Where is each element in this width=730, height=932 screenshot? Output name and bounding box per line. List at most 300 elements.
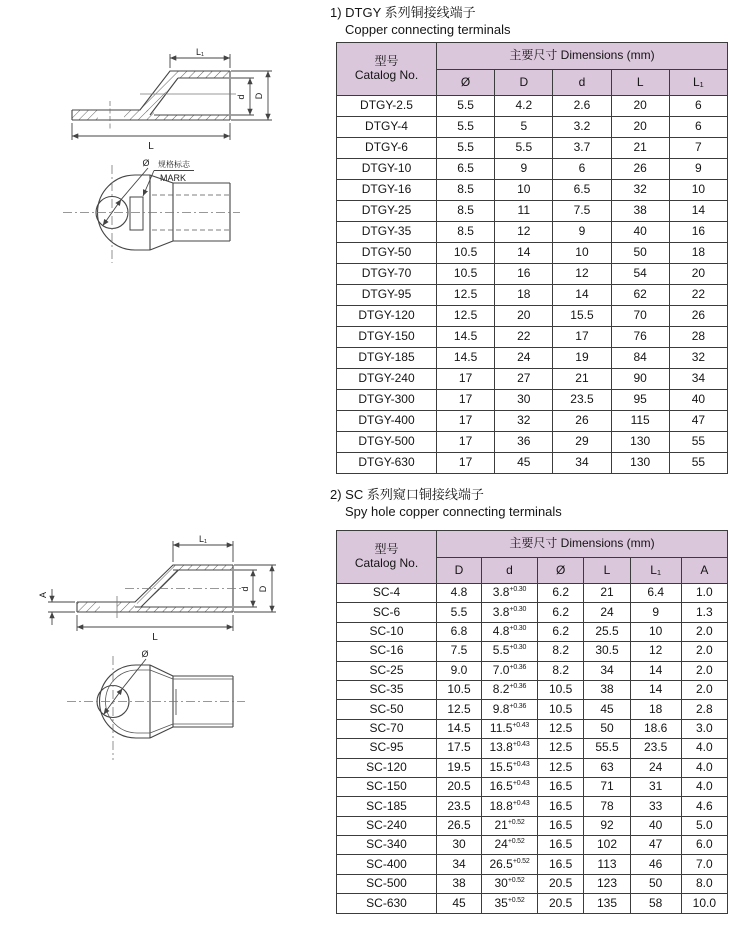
dim-value-cell: 16.5 [538,855,584,874]
dim-value-cell: 12 [630,642,681,661]
table-row [337,836,728,855]
barrel-bottom-wall-hatch [154,115,229,120]
dim-value-cell: 46 [630,855,681,874]
dim-value-cell: 78 [584,797,630,816]
table-row [337,348,728,369]
dim-value-cell: 1.0 [681,584,727,603]
dim-value-cell: 17 [437,390,495,411]
dim-value-cell: 23.5 [630,739,681,758]
dim-value-cell: 130 [611,453,669,474]
table-row [337,306,728,327]
table-row [337,285,728,306]
dim-value-cell: 22 [495,327,553,348]
dim-value-cell: $5.5^{+0.30}$ [482,642,538,661]
table-row [337,180,728,201]
dim-column-header: L [584,558,630,584]
dim-value-cell: 26.5 [437,816,482,835]
dim-value-cell: 20 [495,306,553,327]
catalog-no-cell: DTGY-400 [337,411,437,432]
section2-title-zh: 2) SC 系列窥口铜接线端子 [330,487,484,502]
dim-L [77,615,233,631]
dim-value-cell: 10.5 [437,243,495,264]
dim-value-cell: 102 [584,836,630,855]
catalog-no-cell: SC-10 [337,622,437,641]
tongue-hatch-left [72,110,98,120]
tolerance-sup: +0.36 [509,683,527,691]
catalog-no-header-zh: 型号 [374,542,399,557]
sc-header-row1 [337,531,728,558]
dim-value-cell: 26 [611,159,669,180]
dim-value-cell: 14.5 [437,327,495,348]
dim-value-cell: 135 [584,894,630,913]
dim-value-cell: 16 [495,264,553,285]
dim-value-cell: 19.5 [437,758,482,777]
dtgy-top-view-drawing [40,155,330,285]
table-row [337,222,728,243]
tolerance-sup: +0.30 [509,605,527,613]
table-row [337,390,728,411]
table-row [337,797,728,816]
tolerance-sup: +0.52 [507,896,525,904]
dim-value-cell: 16.5 [538,836,584,855]
dim-value-cell: 10.5 [437,264,495,285]
dtgy-side-section-drawing [40,48,330,168]
dim-value-cell: 23.5 [553,390,611,411]
tolerance-sup: +0.36 [509,663,527,671]
dia-leader [104,659,146,715]
dim-value-cell: 3.0 [681,719,727,738]
dim-value-cell: $24^{+0.52}$ [482,836,538,855]
dim-value-cell: 95 [611,390,669,411]
dim-value-cell: 5.5 [437,138,495,159]
dim-column-header: Ø [538,558,584,584]
dim-value-cell: 40 [611,222,669,243]
dim-value-cell: 55 [669,432,727,453]
tolerance-sup: +0.52 [507,838,525,846]
dim-value-cell: 16.5 [538,797,584,816]
dim-value-cell: 30 [437,836,482,855]
tolerance-sup: +0.43 [512,760,530,768]
table-row [337,816,728,835]
dim-label-d: d [236,94,246,100]
dim-value-cell: 12 [495,222,553,243]
catalog-no-cell: DTGY-2.5 [337,96,437,117]
dim-label-A: A [38,591,48,599]
catalog-no-cell: SC-150 [337,777,437,796]
table-row [337,411,728,432]
dim-value-cell: 20 [611,117,669,138]
dim-value-cell: 12.5 [437,285,495,306]
dim-value-cell: 4.2 [495,96,553,117]
dim-value-cell: 6 [553,159,611,180]
dim-value-cell: 45 [437,894,482,913]
dim-value-cell: 17 [437,453,495,474]
catalog-no-cell: DTGY-500 [337,432,437,453]
dim-value-cell: 34 [669,369,727,390]
dim-value-cell: 5.5 [437,117,495,138]
dim-value-cell: 14 [630,661,681,680]
table-row [337,117,728,138]
catalog-no-cell: DTGY-185 [337,348,437,369]
dimensions-header: 主要尺寸 Dimensions (mm) [437,531,728,558]
dim-value-cell: 16.5 [538,777,584,796]
table-row [337,874,728,893]
catalog-no-cell: SC-120 [337,758,437,777]
dim-value-cell: 92 [584,816,630,835]
dim-value-cell: $21^{+0.52}$ [482,816,538,835]
catalog-no-cell: SC-400 [337,855,437,874]
dim-value-cell: 45 [495,453,553,474]
dim-value-cell: 6.2 [538,603,584,622]
tongue-hatch-left [77,602,100,612]
dim-label-dia: Ø [142,158,150,168]
dim-value-cell: 6.8 [437,622,482,641]
dim-value-cell: 30 [495,390,553,411]
sc-top-view-drawing [40,648,330,783]
dim-value-cell: 130 [611,432,669,453]
dim-column-header: L₁ [630,558,681,584]
dim-value-cell: $8.2^{+0.36}$ [482,680,538,699]
table-row [337,739,728,758]
dimensions-header: 主要尺寸 Dimensions (mm) [437,43,728,70]
dim-value-cell: 22 [669,285,727,306]
dim-value-cell: 6.5 [553,180,611,201]
dim-value-cell: 20 [611,96,669,117]
table-row [337,661,728,680]
dim-value-cell: 9.0 [437,661,482,680]
catalog-no-cell: SC-6 [337,603,437,622]
tolerance-sup: +0.30 [509,586,527,594]
dim-value-cell: 2.0 [681,622,727,641]
table-row [337,603,728,622]
dim-column-header: D [495,70,553,96]
dim-column-header: A [681,558,727,584]
tolerance-sup: +0.43 [512,799,530,807]
dim-value-cell: 14.5 [437,719,482,738]
table-row [337,680,728,699]
dim-value-cell: 47 [669,411,727,432]
dim-value-cell: 3.2 [553,117,611,138]
dim-value-cell: 40 [669,390,727,411]
dim-value-cell: 8.2 [538,642,584,661]
catalog-no-cell: SC-500 [337,874,437,893]
table-row [337,201,728,222]
catalog-no-cell: DTGY-10 [337,159,437,180]
dim-value-cell: 45 [584,700,630,719]
dim-column-header: D [437,558,482,584]
dim-value-cell: 4.8 [437,584,482,603]
dim-value-cell: 40 [630,816,681,835]
dim-value-cell: 10.0 [681,894,727,913]
dim-value-cell: 14.5 [437,348,495,369]
dim-value-cell: 38 [611,201,669,222]
dim-value-cell: 12.5 [538,739,584,758]
table-row [337,264,728,285]
dim-value-cell: 5.5 [495,138,553,159]
dim-value-cell: 55 [669,453,727,474]
dim-value-cell: 2.0 [681,642,727,661]
dim-value-cell: 16 [669,222,727,243]
dim-value-cell: 10.5 [437,680,482,699]
dim-value-cell: 7.5 [437,642,482,661]
dim-value-cell: $30^{+0.52}$ [482,874,538,893]
catalog-no-cell: SC-4 [337,584,437,603]
dim-value-cell: 17 [553,327,611,348]
section1-title [330,4,510,38]
dim-value-cell: 84 [611,348,669,369]
dim-value-cell: 8.5 [437,180,495,201]
dim-value-cell: 21 [611,138,669,159]
dim-value-cell: $9.8^{+0.36}$ [482,700,538,719]
dim-value-cell: $26.5^{+0.52}$ [482,855,538,874]
catalog-no-cell: DTGY-35 [337,222,437,243]
slope-hatch [135,565,181,607]
dim-value-cell: 32 [669,348,727,369]
dim-value-cell: 76 [611,327,669,348]
dim-value-cell: 6 [669,96,727,117]
catalog-no-header-en: Catalog No. [354,556,419,570]
section2-title [330,486,562,520]
dim-value-cell: 21 [584,584,630,603]
tolerance-sup: +0.43 [512,780,530,788]
dim-value-cell: 63 [584,758,630,777]
dim-column-header: L [611,70,669,96]
dim-value-cell: 32 [611,180,669,201]
dim-value-cell: 20.5 [437,777,482,796]
dim-value-cell: $16.5^{+0.43}$ [482,777,538,796]
dim-value-cell: 50 [630,874,681,893]
dim-value-cell: 19 [553,348,611,369]
dim-value-cell: 123 [584,874,630,893]
table-row [337,138,728,159]
dim-value-cell: 71 [584,777,630,796]
mark-area-rect [130,197,143,230]
dim-value-cell: 32 [495,411,553,432]
dim-value-cell: 9 [669,159,727,180]
catalog-no-cell: SC-16 [337,642,437,661]
dim-value-cell: 8.2 [538,661,584,680]
dim-value-cell: 4.0 [681,758,727,777]
dim-value-cell: 16.5 [538,816,584,835]
dim-value-cell: 5.0 [681,816,727,835]
dim-value-cell: 6.5 [437,159,495,180]
mark-label-en: MARK [160,173,187,183]
catalog-no-cell: DTGY-4 [337,117,437,138]
catalog-no-header-zh: 型号 [374,54,399,69]
dim-value-cell: 20.5 [538,894,584,913]
dim-value-cell: 9 [553,222,611,243]
dim-value-cell: 18 [495,285,553,306]
table-row [337,243,728,264]
dim-value-cell: $3.8^{+0.30}$ [482,584,538,603]
dim-value-cell: 12.5 [538,758,584,777]
dim-value-cell: 14 [553,285,611,306]
dim-value-cell: 7 [669,138,727,159]
table-row [337,894,728,913]
table-row [337,453,728,474]
dim-value-cell: $11.5^{+0.43}$ [482,719,538,738]
dim-label-D: D [254,92,264,100]
table-row [337,719,728,738]
dim-label-L: L [148,141,154,152]
tolerance-sup: +0.52 [512,857,530,865]
barrel-top-wall-hatch [178,71,229,78]
dim-value-cell: 24 [630,758,681,777]
dim-value-cell: 58 [630,894,681,913]
dim-value-cell: 33 [630,797,681,816]
catalog-no-cell: DTGY-300 [337,390,437,411]
dim-value-cell: 1.3 [681,603,727,622]
tongue-hatch-right [117,602,135,612]
dim-column-header: d [553,70,611,96]
dim-label-d: d [240,586,250,592]
dim-value-cell: 20.5 [538,874,584,893]
dim-label-L: L [152,632,158,643]
tolerance-sup: +0.30 [509,644,527,652]
dim-value-cell: 11 [495,201,553,222]
dtgy-table [336,42,728,474]
dim-value-cell: 7.0 [681,855,727,874]
dim-value-cell: 31 [630,777,681,796]
dim-value-cell: 7.5 [553,201,611,222]
dim-value-cell: 10 [553,243,611,264]
sc-table-body [337,584,728,914]
dim-value-cell: 14 [630,680,681,699]
dim-value-cell: 5.5 [437,96,495,117]
dim-value-cell: 5.5 [437,603,482,622]
dim-value-cell: 10 [495,180,553,201]
dim-value-cell: $3.8^{+0.30}$ [482,603,538,622]
dim-value-cell: 34 [584,661,630,680]
dim-value-cell: 28 [669,327,727,348]
section1-title-en: Copper connecting terminals [345,22,511,37]
catalog-no-cell: SC-35 [337,680,437,699]
dim-value-cell: 47 [630,836,681,855]
catalog-no-cell: DTGY-50 [337,243,437,264]
dim-label-D: D [258,585,268,593]
table-row [337,700,728,719]
dim-value-cell: 2.0 [681,680,727,699]
dim-value-cell: 6.4 [630,584,681,603]
dim-value-cell: 70 [611,306,669,327]
catalog-no-cell: DTGY-240 [337,369,437,390]
tolerance-sup: +0.36 [509,702,527,710]
dim-value-cell: 8.0 [681,874,727,893]
catalog-no-cell: DTGY-25 [337,201,437,222]
dim-value-cell: 3.7 [553,138,611,159]
dim-L [72,123,230,140]
table-row [337,855,728,874]
dim-value-cell: 12.5 [437,306,495,327]
catalog-no-header [337,43,437,96]
tolerance-sup: +0.43 [512,722,530,730]
dim-value-cell: 90 [611,369,669,390]
sc-table [336,530,728,914]
dim-value-cell: $35^{+0.52}$ [482,894,538,913]
table-row [337,758,728,777]
dim-value-cell: 4.0 [681,739,727,758]
table-row [337,369,728,390]
dim-value-cell: 50 [611,243,669,264]
dim-value-cell: 26 [553,411,611,432]
catalog-no-cell: DTGY-6 [337,138,437,159]
dim-value-cell: 6 [669,117,727,138]
dim-value-cell: 12.5 [437,700,482,719]
catalog-no-cell: SC-25 [337,661,437,680]
dim-value-cell: 6.2 [538,622,584,641]
table-row [337,777,728,796]
dim-value-cell: 24 [584,603,630,622]
catalog-no-cell: DTGY-120 [337,306,437,327]
mark-label-zh: 规格标志 [158,160,190,169]
catalog-no-cell: SC-50 [337,700,437,719]
catalog-no-cell: SC-240 [337,816,437,835]
dim-value-cell: 54 [611,264,669,285]
dim-value-cell: 50 [584,719,630,738]
dim-value-cell: 18 [630,700,681,719]
dim-value-cell: 8.5 [437,201,495,222]
slope-hatch [140,71,180,113]
catalog-no-cell: SC-95 [337,739,437,758]
dim-value-cell: 9 [495,159,553,180]
dim-column-header: L₁ [669,70,727,96]
dim-value-cell: 34 [437,855,482,874]
catalog-no-cell: SC-340 [337,836,437,855]
tolerance-sup: +0.43 [512,741,530,749]
dim-label-dia: Ø [141,649,149,659]
dim-value-cell: 113 [584,855,630,874]
dim-value-cell: 12.5 [538,719,584,738]
catalog-no-header [337,531,437,584]
dim-value-cell: 21 [553,369,611,390]
dim-value-cell: $4.8^{+0.30}$ [482,622,538,641]
dim-value-cell: 10.5 [538,700,584,719]
dim-value-cell: 26 [669,306,727,327]
catalog-no-cell: DTGY-630 [337,453,437,474]
catalog-no-cell: DTGY-16 [337,180,437,201]
dim-value-cell: 20 [669,264,727,285]
dim-value-cell: 6.2 [538,584,584,603]
dim-value-cell: 4.0 [681,777,727,796]
mark-leader-line [143,171,154,197]
dim-value-cell: 5 [495,117,553,138]
barrel-bottom-wall-hatch [135,607,232,612]
dim-value-cell: $15.5^{+0.43}$ [482,758,538,777]
dim-value-cell: 34 [553,453,611,474]
dim-value-cell: 18 [669,243,727,264]
dtgy-table-body [337,96,728,474]
dim-label-L1: L₁ [195,47,205,57]
dim-value-cell: $13.8^{+0.43}$ [482,739,538,758]
tolerance-sup: +0.52 [507,877,525,885]
catalog-no-cell: DTGY-95 [337,285,437,306]
catalog-no-cell: DTGY-150 [337,327,437,348]
table-row [337,584,728,603]
section2-title-en: Spy hole copper connecting terminals [345,504,562,519]
dim-value-cell: 12 [553,264,611,285]
table-row [337,432,728,453]
dim-value-cell: 6.0 [681,836,727,855]
dim-value-cell: 10.5 [538,680,584,699]
dim-value-cell: 115 [611,411,669,432]
barrel-top-wall-hatch [173,565,233,570]
table-row [337,327,728,348]
catalog-no-cell: SC-70 [337,719,437,738]
dim-value-cell: 18.6 [630,719,681,738]
dim-value-cell: 38 [584,680,630,699]
dim-value-cell: 2.8 [681,700,727,719]
dim-label-L1: L₁ [198,534,208,544]
